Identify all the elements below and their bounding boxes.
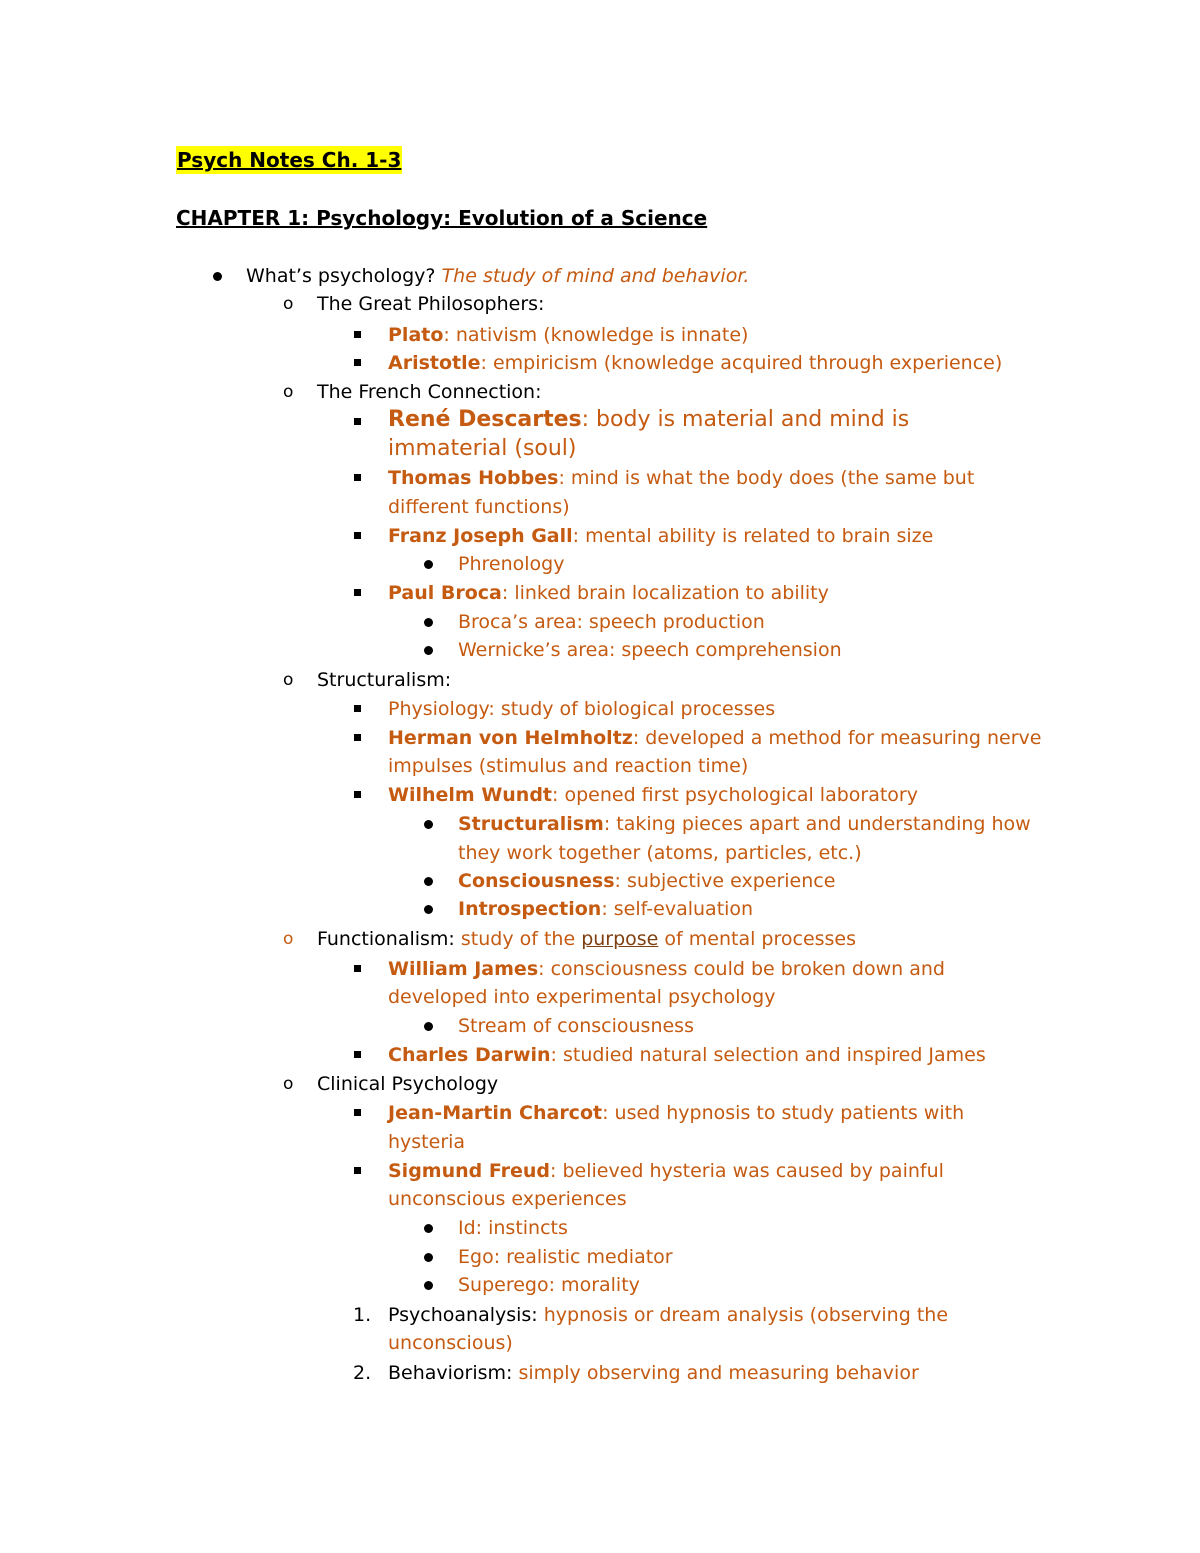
list-item: Sigmund Freud: believed hysteria was caused by painful [388, 1160, 944, 1182]
section-heading: The French Connection: [317, 381, 542, 403]
bullet-square-icon [354, 1109, 361, 1116]
list-item: Broca’s area: speech production [458, 611, 765, 633]
list-number: 2. [353, 1362, 372, 1384]
section-heading: Clinical Psychology [317, 1073, 499, 1095]
list-item-continued: different functions) [388, 496, 570, 518]
list-item-continued: developed into experimental psychology [388, 986, 776, 1008]
bullet-square-icon [354, 418, 361, 425]
list-item: Wernicke’s area: speech comprehension [458, 639, 842, 661]
list-item: Physiology: study of biological processes [388, 698, 776, 720]
bullet-disc-icon [424, 1253, 433, 1262]
list-item: Behaviorism: simply observing and measuring behavior [388, 1362, 919, 1384]
list-item: Aristotle: empiricism (knowledge acquired through experience) [388, 352, 1003, 374]
section-heading: Functionalism: study of the purpose of mental processes [317, 928, 857, 950]
list-item: William James: consciousness could be broken down and [388, 958, 945, 980]
bullet-disc-icon [213, 272, 222, 281]
bullet-circle-icon: o [283, 929, 294, 949]
bullet-disc-icon [424, 646, 433, 655]
list-item: Stream of consciousness [458, 1015, 694, 1037]
list-item-continued: hysteria [388, 1131, 466, 1153]
bullet-circle-icon: o [283, 294, 294, 314]
section-heading: The Great Philosophers: [317, 293, 545, 315]
list-item: Consciousness: subjective experience [458, 870, 836, 892]
list-item: Franz Joseph Gall: mental ability is related to brain size [388, 525, 934, 547]
bullet-square-icon [354, 331, 361, 338]
bullet-square-icon [354, 965, 361, 972]
bullet-square-icon [354, 359, 361, 366]
bullet-circle-icon: o [283, 382, 294, 402]
bullet-disc-icon [424, 1224, 433, 1233]
page-title: Psych Notes Ch. 1-3 [177, 148, 402, 172]
list-item-continued: unconscious experiences [388, 1188, 627, 1210]
bullet-disc-icon [424, 1281, 433, 1290]
list-item: Thomas Hobbes: mind is what the body does (the same but [388, 467, 975, 489]
list-item: Introspection: self-evaluation [458, 898, 754, 920]
bullet-disc-icon [424, 877, 433, 886]
list-item: Structuralism: taking pieces apart and understanding how [458, 813, 1031, 835]
bullet-square-icon [354, 589, 361, 596]
bullet-square-icon [354, 705, 361, 712]
bullet-square-icon [354, 1051, 361, 1058]
chapter-heading: CHAPTER 1: Psychology: Evolution of a Science [176, 206, 708, 230]
list-item: Id: instincts [458, 1217, 568, 1239]
list-item: Superego: morality [458, 1274, 640, 1296]
section-heading: Structuralism: [317, 669, 452, 691]
list-number: 1. [353, 1304, 372, 1326]
bullet-disc-icon [424, 618, 433, 627]
list-item: Plato: nativism (knowledge is innate) [388, 324, 749, 346]
list-item: Phrenology [458, 553, 565, 575]
list-item: Ego: realistic mediator [458, 1246, 673, 1268]
list-item: René Descartes: body is material and mind is [388, 407, 910, 432]
bullet-disc-icon [424, 1022, 433, 1031]
list-item-continued: immaterial (soul) [388, 436, 577, 461]
list-item-continued: unconscious) [388, 1332, 513, 1354]
bullet-disc-icon [424, 820, 433, 829]
list-item-continued: they work together (atoms, particles, etc.) [458, 842, 862, 864]
bullet-square-icon [354, 734, 361, 741]
bullet-disc-icon [424, 560, 433, 569]
list-item: Jean-Martin Charcot: used hypnosis to study patients with [388, 1102, 965, 1124]
bullet-circle-icon: o [283, 670, 294, 690]
list-item: Wilhelm Wundt: opened first psychological laboratory [388, 784, 918, 806]
bullet-square-icon [354, 474, 361, 481]
list-item-continued: impulses (stimulus and reaction time) [388, 755, 749, 777]
bullet-square-icon [354, 1167, 361, 1174]
bullet-disc-icon [424, 905, 433, 914]
list-item: Herman von Helmholtz: developed a method for measuring nerve [388, 727, 1042, 749]
bullet-circle-icon: o [283, 1074, 294, 1094]
list-item: Charles Darwin: studied natural selection and inspired James [388, 1044, 986, 1066]
bullet-square-icon [354, 791, 361, 798]
list-item: Paul Broca: linked brain localization to ability [388, 582, 829, 604]
bullet-square-icon [354, 532, 361, 539]
list-item: What’s psychology? The study of mind and behavior. [246, 265, 750, 287]
list-item: Psychoanalysis: hypnosis or dream analysis (observing the [388, 1304, 949, 1326]
